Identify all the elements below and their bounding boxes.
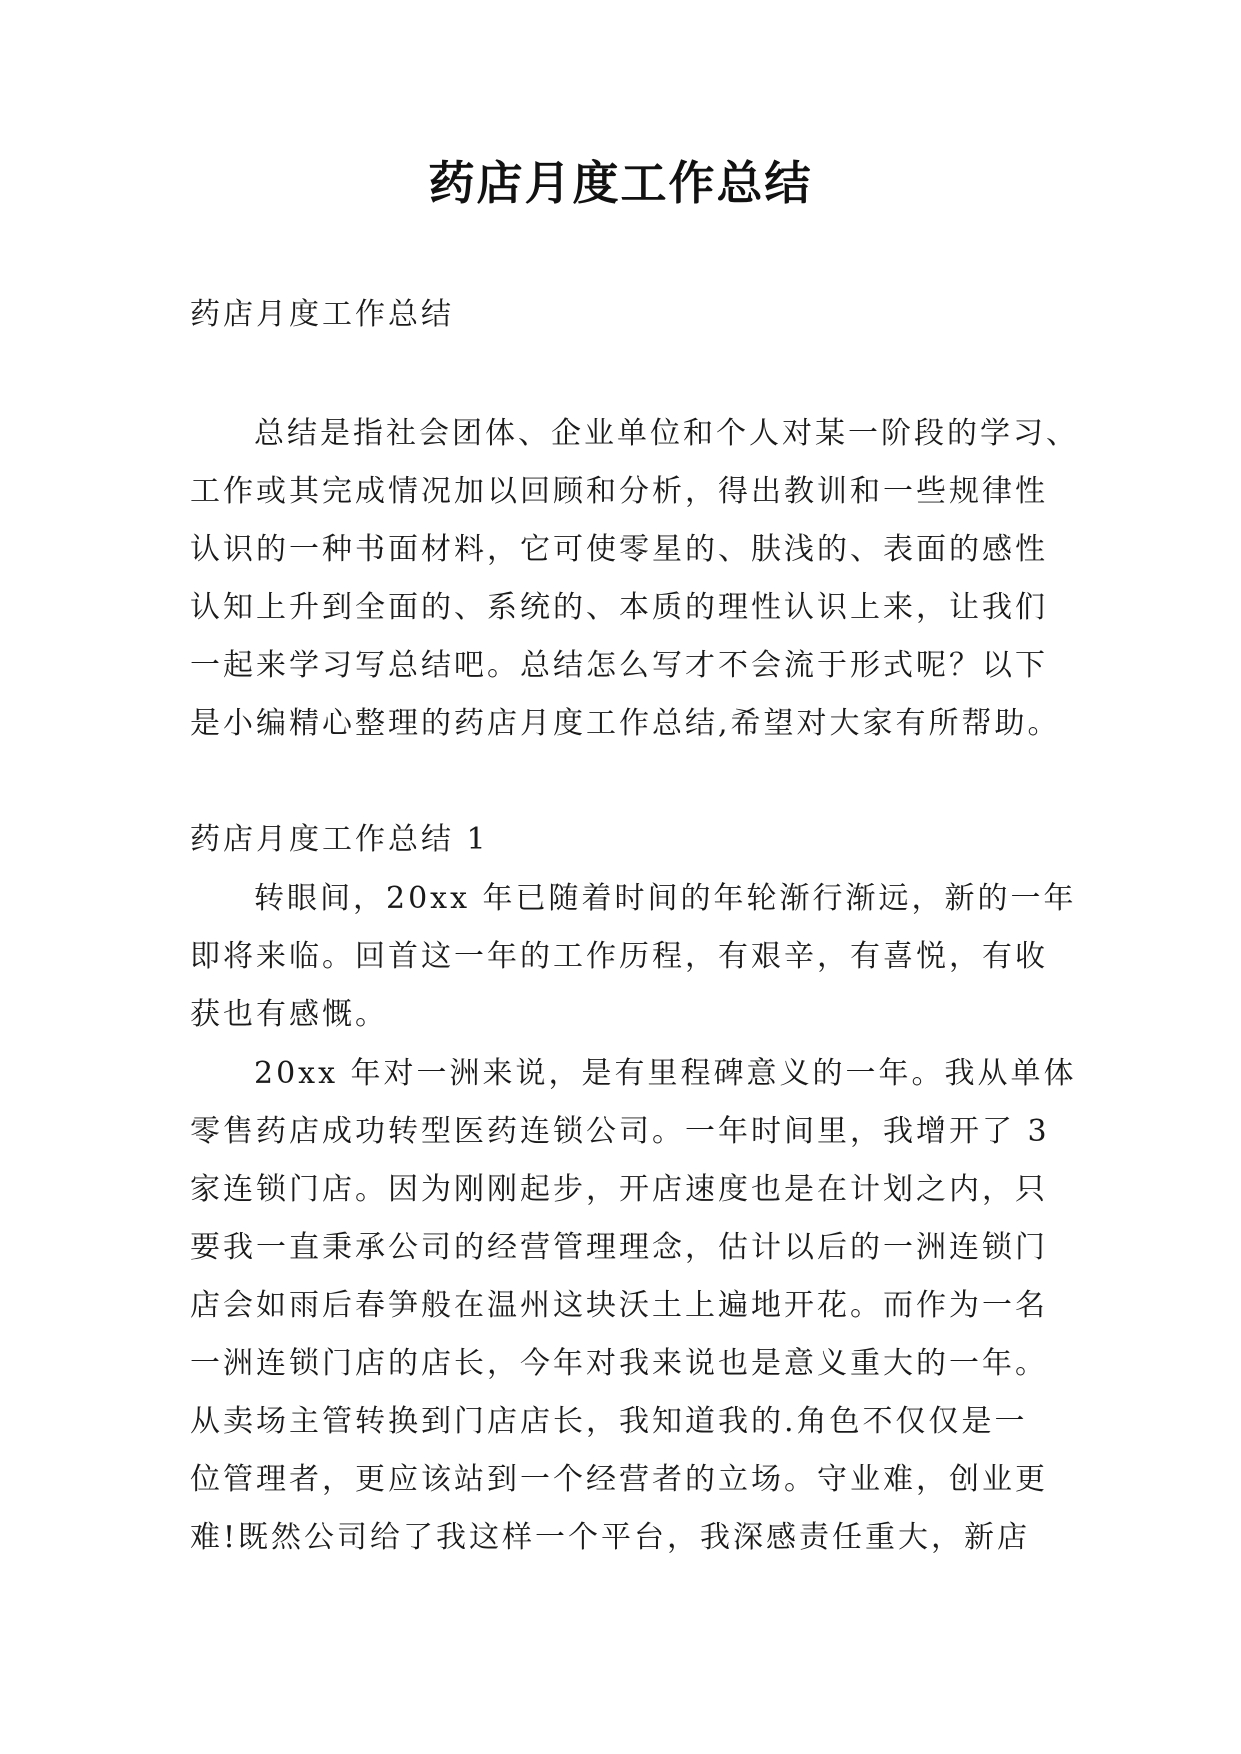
intro-line: 一起来学习写总结吧。总结怎么写才不会流于形式呢？以下 bbox=[190, 648, 1048, 683]
paragraph-line: 获也有感慨。 bbox=[190, 997, 388, 1032]
intro-line: 认知上升到全面的、系统的、本质的理性认识上来，让我们 bbox=[190, 590, 1048, 625]
paragraph-line: 要我一直秉承公司的经营管理理念，估计以后的一洲连锁门 bbox=[190, 1230, 1048, 1265]
paragraph-line: 零售药店成功转型医药连锁公司。一年时间里，我增开了 3 bbox=[190, 1114, 1050, 1149]
paragraph-line: 家连锁门店。因为刚刚起步，开店速度也是在计划之内，只 bbox=[190, 1172, 1048, 1207]
paragraph-line: 店会如雨后春笋般在温州这块沃土上遍地开花。而作为一名 bbox=[190, 1288, 1048, 1323]
paragraph-line: 位管理者，更应该站到一个经营者的立场。守业难，创业更 bbox=[190, 1462, 1048, 1497]
intro-line: 认识的一种书面材料，它可使零星的、肤浅的、表面的感性 bbox=[190, 532, 1048, 567]
intro-line: 总结是指社会团体、企业单位和个人对某一阶段的学习、 bbox=[254, 416, 1079, 451]
paragraph-line: 即将来临。回首这一年的工作历程，有艰辛，有喜悦，有收 bbox=[190, 939, 1048, 974]
document-subtitle: 药店月度工作总结 bbox=[190, 297, 454, 332]
intro-paragraph bbox=[190, 405, 1079, 753]
paragraph-line: 一洲连锁门店的店长，今年对我来说也是意义重大的一年。 bbox=[190, 1346, 1048, 1381]
paragraph-line: 难!既然公司给了我这样一个平台，我深感责任重大，新店 bbox=[190, 1520, 1031, 1555]
intro-line: 工作或其完成情况加以回顾和分析，得出教训和一些规律性 bbox=[190, 474, 1048, 509]
body-paragraph-2 bbox=[190, 1045, 1077, 1567]
paragraph-line: 20xx 年对一洲来说，是有里程碑意义的一年。我从单体 bbox=[254, 1056, 1077, 1091]
paragraph-line: 从卖场主管转换到门店店长，我知道我的.角色不仅仅是一 bbox=[190, 1404, 1028, 1439]
document-title: 药店月度工作总结 bbox=[428, 156, 813, 210]
section-heading: 药店月度工作总结 1 bbox=[190, 822, 489, 857]
body-paragraph-1 bbox=[190, 870, 1077, 1044]
intro-line: 是小编精心整理的药店月度工作总结,希望对大家有所帮助。 bbox=[190, 706, 1061, 741]
paragraph-line: 转眼间，20xx 年已随着时间的年轮渐行渐远，新的一年 bbox=[254, 881, 1077, 916]
